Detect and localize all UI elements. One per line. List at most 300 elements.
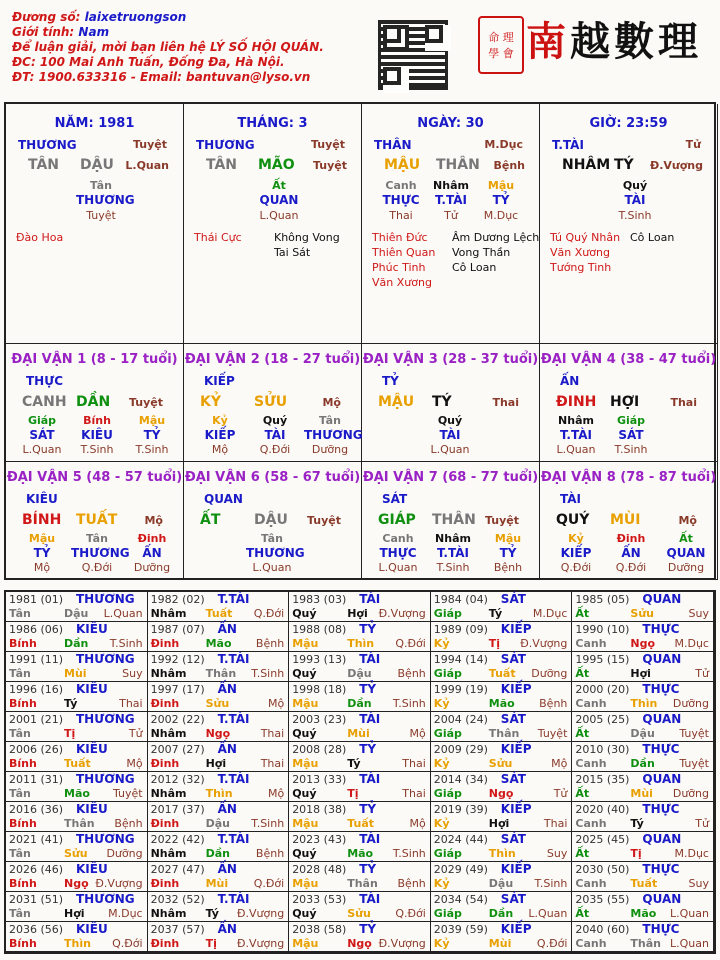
ten-god: T.TÀI [552,138,584,152]
star-name: Không Vong [274,231,340,244]
year-branch: Tuất [347,817,374,830]
year-label: 2039 (59) [433,923,488,936]
ten-god: SÁT [382,492,408,506]
luck-period-title: ĐẠI VẬN 1 (8 - 17 tuổi) [11,352,178,367]
year-state: Bệnh [255,847,285,860]
hidden-ten-god: TÀI [439,428,461,442]
year-stem: Đinh [150,937,180,950]
year-state: Thai [260,757,285,770]
heavenly-stem: GIÁP [378,512,416,528]
pillar-cell [6,104,184,344]
year-stem: Tân [9,847,31,860]
luck-period-title: ĐẠI VẬN 4 (38 - 47 tuổi) [540,352,717,367]
year-ten-god: ẤN [217,682,237,696]
year-ten-god: QUAN [642,712,682,726]
year-cell[interactable] [431,892,573,922]
heavenly-stem: CANH [22,394,67,410]
year-state: Tuyệt [679,757,709,770]
pillar-chart [4,102,716,580]
year-branch: Ngọ [205,727,231,740]
year-branch: Tý [64,697,78,710]
year-stem: Bính [9,637,37,650]
year-branch: Tý [205,907,219,920]
year-cell[interactable] [289,682,431,712]
year-branch: Dậu [630,727,655,740]
year-cell[interactable] [289,862,431,892]
hidden-stem: Quý [262,414,288,427]
year-cell[interactable] [572,892,714,922]
year-stem: Canh [575,937,607,950]
year-label: 2040 (60) [575,923,630,936]
year-state: Đ.Vượng [236,937,285,950]
year-cell[interactable] [289,892,431,922]
year-cell[interactable] [289,592,431,622]
year-cell[interactable] [572,832,714,862]
hidden-state: Mộ [33,561,51,574]
year-branch: Tị [488,637,501,650]
year-cell[interactable] [148,922,290,952]
hidden-ten-god: TỶ [499,546,517,560]
year-label: 2005 (25) [575,713,630,726]
year-stem: Ất [575,727,590,740]
year-cell[interactable] [6,892,148,922]
year-cell[interactable] [6,862,148,892]
life-stage: Tuyệt [128,396,163,409]
star-name: Tai Sát [274,246,311,259]
year-ten-god: THỰC [642,922,680,936]
hidden-state: L.Quan [252,561,292,574]
earthly-branch: MÙI [610,512,641,528]
year-stem: Canh [575,817,607,830]
luck-period-cell[interactable] [540,344,718,462]
year-state: Thai [402,787,426,800]
year-cell[interactable] [431,922,573,952]
hidden-stem: Đinh [137,532,167,545]
year-ten-god: KIẾP [500,802,532,816]
year-stem: Nhâm [150,607,187,620]
year-state: Thai [119,697,143,710]
year-stem: Ất [575,847,590,860]
year-state: L.Quan [670,907,709,920]
year-state: Tử [128,727,143,740]
year-ten-god: T.TÀI [217,652,250,666]
year-state: T.Sinh [251,667,285,680]
auspicious-star: Tú Quý Nhân [550,231,621,244]
hidden-state: Q.Đới [560,561,592,574]
year-cell[interactable] [6,802,148,832]
year-state: T.Sinh [392,847,426,860]
year-cell[interactable] [148,892,290,922]
year-ten-god: T.TÀI [217,832,250,846]
year-branch: Dậu [205,817,230,830]
year-cell[interactable] [431,592,573,622]
year-state: Suy [122,667,143,680]
year-branch: Mùi [630,787,653,800]
hidden-ten-god: SÁT [618,428,644,442]
star-name: Cô Loan [630,231,675,244]
year-cell[interactable] [289,712,431,742]
year-label: 1991 (11) [9,653,64,666]
year-state: M.Dục [108,907,143,920]
year-cell[interactable] [289,802,431,832]
year-state: Tuyệt [679,727,709,740]
year-cell[interactable] [572,592,714,622]
year-cell[interactable] [572,802,714,832]
hidden-ten-god: KIÊU [81,428,113,442]
year-cell[interactable] [6,922,148,952]
hidden-stem: Tân [86,532,108,545]
year-cell[interactable] [6,712,148,742]
year-label: 2025 (45) [575,833,630,846]
year-stem: Quý [292,787,317,800]
year-ten-god: THƯƠNG [76,832,135,846]
year-cell[interactable] [572,712,714,742]
hidden-stem: Nhâm [558,414,594,427]
year-label: 1982 (02) [150,593,205,606]
year-label: 2010 (30) [575,743,630,756]
year-stem: Kỷ [433,937,450,950]
year-stem: Kỷ [433,877,450,890]
year-cell[interactable] [572,862,714,892]
year-ten-god: QUAN [642,652,682,666]
year-stem: Đinh [150,697,180,710]
hidden-state: T.Sinh [135,443,169,456]
year-state: Suy [688,607,709,620]
earthly-branch: SỬU [254,394,288,410]
year-branch: Tuất [205,607,233,620]
luck-period-title: ĐẠI VẬN 2 (18 - 27 tuổi) [184,352,361,367]
year-cell[interactable] [148,772,290,802]
year-stem: Mậu [292,877,319,890]
pillar-cell [362,104,540,344]
year-label: 1987 (07) [150,623,205,636]
year-stem: Tân [9,907,31,920]
year-branch: Tý [347,757,361,770]
year-stem: Ất [575,907,590,920]
year-cell[interactable] [431,862,573,892]
year-ten-god: THỰC [642,742,680,756]
luck-period-cell[interactable] [6,462,184,580]
year-state: Dưỡng [106,847,143,860]
hidden-stem: Mậu [487,179,515,192]
year-branch: Tuất [488,667,516,680]
year-branch: Tị [205,937,217,950]
year-cell[interactable] [572,742,714,772]
year-stem: Canh [575,697,607,710]
year-stem: Mậu [292,817,319,830]
luck-period-cell[interactable] [184,462,362,580]
year-branch: Sửu [630,607,654,620]
year-label: 1986 (06) [9,623,64,636]
year-branch: Ngọ [347,937,372,950]
hidden-state: T.Sinh [80,443,114,456]
year-ten-god: ẤN [217,922,237,936]
year-state: T.Sinh [392,697,426,710]
year-stem: Kỷ [433,757,450,770]
life-stage: Tuyệt [306,514,341,527]
year-ten-god: KIÊU [76,862,108,876]
luck-period-cell[interactable] [184,344,362,462]
year-branch: Tuất [630,877,658,890]
year-state: L.Quan [528,907,568,920]
year-branch: Tý [488,607,503,620]
hidden-ten-god: TÀI [624,193,646,207]
luck-period-title: ĐẠI VẬN 5 (48 - 57 tuổi) [6,470,183,485]
year-cell[interactable] [6,742,148,772]
auspicious-star: Đào Hoa [16,231,64,244]
luck-period-cell[interactable] [362,462,540,580]
year-cell[interactable] [289,922,431,952]
heavenly-stem: TÂN [206,157,238,173]
year-label: 1989 (09) [433,623,488,636]
year-cell[interactable] [148,622,290,652]
year-stem: Mậu [292,637,319,650]
year-stem: Tân [9,607,31,620]
year-cell[interactable] [289,652,431,682]
year-label: 2036 (56) [9,923,64,936]
year-label: 1993 (13) [292,653,347,666]
year-stem: Quý [292,727,317,740]
year-label: 2026 (46) [9,863,64,876]
year-cell[interactable] [431,832,573,862]
year-branch: Thân [64,817,95,830]
year-label: 2032 (52) [150,893,205,906]
hidden-ten-god: KIẾP [560,546,592,560]
year-cell[interactable] [572,772,714,802]
year-cell[interactable] [289,742,431,772]
year-label: 2027 (47) [150,863,205,876]
year-stem: Giáp [433,787,462,800]
year-stem: Nhâm [150,787,187,800]
year-cell[interactable] [6,592,148,622]
year-label: 2000 (20) [575,683,630,696]
year-ten-god: THƯƠNG [76,892,135,906]
year-stem: Đinh [150,877,180,890]
year-ten-god: TÀI [359,592,381,606]
auspicious-star: Phúc Tinh [372,261,426,274]
year-branch: Ngọ [64,877,89,890]
year-state: Tử [695,667,709,680]
life-stage: Thai [492,396,519,409]
year-state: Tuyệt [537,727,568,740]
year-state: Suy [688,877,709,890]
year-ten-god: KIẾP [500,742,532,756]
auspicious-star: Thiên Đức [372,231,428,244]
year-ten-god: KIÊU [76,622,108,636]
year-branch: Dần [64,637,89,650]
year-ten-god: ẤN [217,802,237,816]
year-cell[interactable] [431,772,573,802]
year-label: 1985 (05) [575,593,630,606]
hidden-stem: Ất [679,532,693,545]
year-stem: Bính [9,817,37,830]
year-branch: Mão [205,637,232,650]
year-state: Đ.Vượng [378,937,426,950]
year-cell[interactable] [289,772,431,802]
year-cell[interactable] [431,682,573,712]
year-label: 2015 (35) [575,773,630,786]
year-cell[interactable] [572,922,714,952]
hidden-ten-god: TÀI [264,428,286,442]
heavenly-stem: TÂN [28,157,60,173]
year-state: Mộ [409,727,426,740]
year-label: 2021 (41) [9,833,64,846]
year-ten-god: SÁT [500,832,526,846]
year-branch: Thân [630,937,661,950]
year-branch: Dần [205,847,230,860]
hidden-stem: Tân [319,414,341,427]
year-label: 2018 (38) [292,803,347,816]
year-branch: Thìn [630,697,658,710]
year-label: 2011 (31) [9,773,64,786]
luck-period-cell[interactable] [540,462,718,580]
year-stem: Kỷ [433,697,450,710]
year-label: 1995 (15) [575,653,630,666]
year-cell[interactable] [289,832,431,862]
year-ten-god: T.TÀI [217,712,250,726]
qr-code-icon[interactable] [378,20,448,90]
year-stem: Nhâm [150,907,187,920]
yearly-grid [4,590,716,954]
year-ten-god: KIÊU [76,682,108,696]
year-cell[interactable] [6,832,148,862]
year-cell[interactable] [148,682,290,712]
ten-god: QUAN [204,492,243,506]
year-ten-god: KIẾP [500,622,532,636]
year-label: 2033 (53) [292,893,347,906]
year-state: Thai [402,757,426,770]
hidden-ten-god: T.TÀI [435,193,467,207]
year-label: 2002 (22) [150,713,205,726]
hidden-stem: Nhâm [433,179,469,192]
hidden-state: Q.Đới [259,443,291,456]
year-label: 2007 (27) [150,743,205,756]
year-cell[interactable] [148,712,290,742]
year-cell[interactable] [572,682,714,712]
life-stage: Tuyệt [132,138,167,151]
year-state: Suy [546,847,568,860]
hidden-stem: Mậu [494,532,522,545]
header-info [12,10,324,85]
year-label: 1983 (03) [292,593,347,606]
year-label: 2001 (21) [9,713,64,726]
earthly-branch: MÃO [258,157,295,173]
ten-god: THƯƠNG [196,138,255,152]
luck-period-title: ĐẠI VẬN 8 (78 - 87 tuổi) [540,470,717,485]
hidden-stem: Nhâm [435,532,471,545]
ten-god: ẤN [560,374,580,388]
ten-god: THÂN [374,138,412,152]
year-branch: Tị [347,787,359,800]
earthly-branch: TÝ [432,394,452,410]
year-cell[interactable] [6,682,148,712]
year-branch: Mùi [488,937,512,950]
year-ten-god: KIÊU [76,802,108,816]
year-ten-god: ẤN [217,862,237,876]
year-branch: Thìn [347,637,375,650]
life-stage: Mộ [322,396,341,409]
year-stem: Mậu [292,697,319,710]
year-branch: Sửu [488,757,513,770]
year-stem: Ất [575,607,590,620]
year-cell[interactable] [289,622,431,652]
year-stem: Kỷ [433,637,450,650]
year-cell[interactable] [572,652,714,682]
year-cell[interactable] [148,802,290,832]
year-state: Tử [553,787,568,800]
year-label: 2031 (51) [9,893,64,906]
year-cell[interactable] [6,772,148,802]
year-ten-god: THỰC [642,862,680,876]
year-cell[interactable] [6,622,148,652]
luck-period-cell[interactable] [6,344,184,462]
year-stem: Giáp [433,847,462,860]
year-state: Dưỡng [672,787,709,800]
heavenly-stem: QUÝ [556,512,590,528]
year-ten-god: TÀI [359,832,381,846]
hidden-stem: Canh [382,532,414,545]
year-state: Q.Đới [536,937,568,950]
year-cell[interactable] [431,652,573,682]
year-cell[interactable] [148,742,290,772]
year-stem: Bính [9,877,37,890]
year-branch: Mùi [347,727,370,740]
year-cell[interactable] [431,622,573,652]
year-cell[interactable] [148,652,290,682]
hidden-state: M.Dục [483,209,519,222]
hidden-state: Dưỡng [133,561,171,574]
hidden-ten-god: TỶ [492,193,510,207]
year-branch: Hợi [64,907,85,920]
year-cell[interactable] [148,832,290,862]
year-cell[interactable] [148,592,290,622]
year-branch: Hợi [347,607,368,620]
earthly-branch: TÝ [614,157,634,173]
year-branch: Hợi [630,667,651,680]
year-cell[interactable] [6,652,148,682]
year-ten-god: ẤN [217,742,237,756]
branch-state: Đ.Vượng [649,159,703,172]
year-label: 1994 (14) [433,653,488,666]
year-label: 2034 (54) [433,893,488,906]
year-ten-god: THƯƠNG [76,652,135,666]
year-ten-god: THƯƠNG [76,772,135,786]
year-label: 2028 (48) [292,863,347,876]
year-state: Đ.Vượng [236,907,285,920]
luck-period-cell[interactable] [362,344,540,462]
hidden-state: Bệnh [493,561,523,574]
year-cell[interactable] [431,712,573,742]
year-label: 2016 (36) [9,803,64,816]
year-ten-god: SÁT [500,592,526,606]
hidden-state: Thai [389,209,413,222]
year-cell[interactable] [148,862,290,892]
year-label: 2012 (32) [150,773,205,786]
year-branch: Dần [488,907,514,920]
hidden-stem: Giáp [616,414,646,427]
year-cell[interactable] [572,622,714,652]
hidden-ten-god: THỰC [379,546,417,560]
year-branch: Mùi [205,877,229,890]
hidden-ten-god: QUAN [666,546,706,560]
year-cell[interactable] [431,802,573,832]
year-ten-god: THỰC [642,802,680,816]
year-state: M.Dục [674,847,709,860]
year-cell[interactable] [431,742,573,772]
year-ten-god: T.TÀI [217,892,250,906]
ten-god: THỰC [26,374,64,388]
year-branch: Hợi [488,817,510,830]
